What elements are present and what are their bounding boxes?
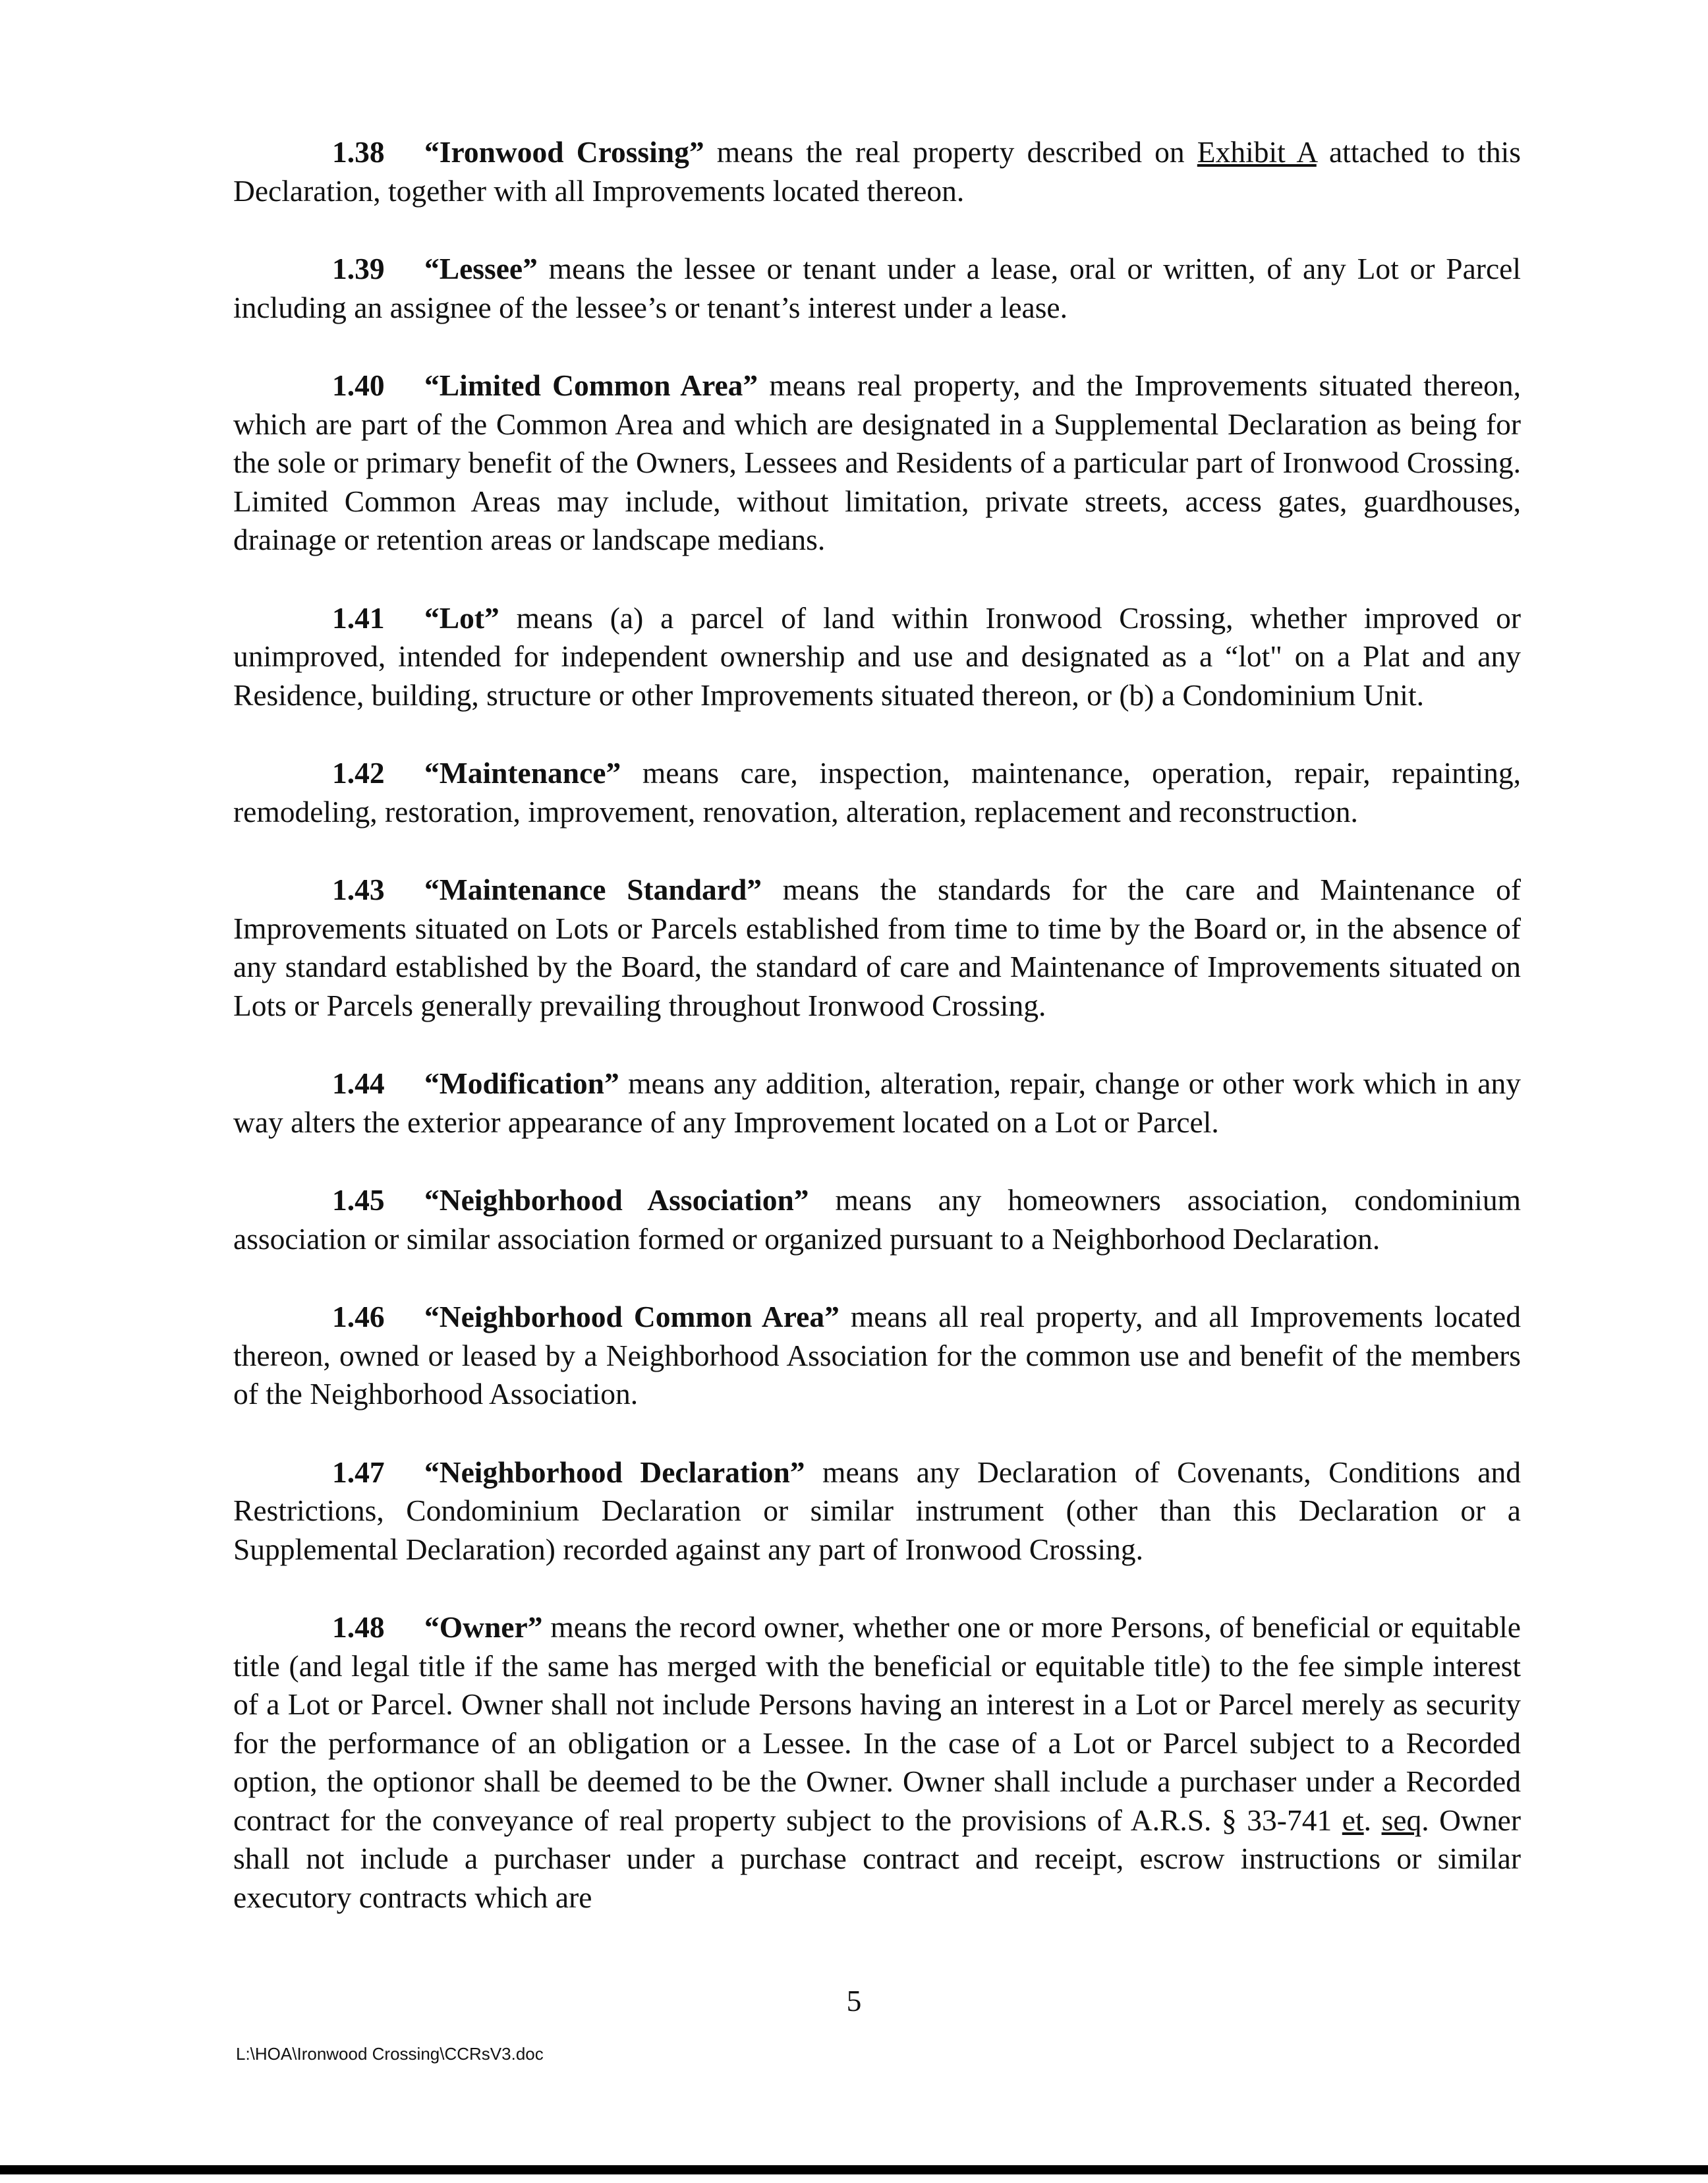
definition-1-44 (233, 1064, 1521, 1142)
defined-term: “Neighborhood Common Area” (424, 1300, 840, 1333)
section-number: 1.45 (332, 1183, 385, 1217)
defined-term: “Neighborhood Association” (424, 1183, 809, 1217)
definition-1-48 (233, 1608, 1521, 1917)
defined-term: “Lessee” (424, 252, 538, 285)
section-number: 1.47 (332, 1455, 385, 1489)
section-number: 1.48 (332, 1610, 385, 1644)
section-number: 1.46 (332, 1300, 385, 1333)
defined-term: “Modification” (424, 1066, 619, 1100)
defined-term: “Neighborhood Declaration” (424, 1455, 805, 1489)
definition-1-45 (233, 1181, 1521, 1258)
definition-text: means (a) a parcel of land within Ironwood Crossing, whether improved or unimproved, intended for independent ownership and use and designated as a “lot" on a Plat and any Residence, building, structure or other Improvements situated thereon, or (b) a Condominium Unit. (233, 600, 1521, 712)
latin-abbreviation: seq (1381, 1803, 1422, 1837)
definition-1-38 (233, 133, 1521, 210)
definition-text: means all real property, and all Improvements located thereon, owned or leased by a Neighborhood Association for the common use and benefit of the members of the Neighborhood Association. (233, 1300, 1521, 1411)
page-number: 5 (846, 1984, 862, 2018)
section-number: 1.40 (332, 368, 385, 402)
definition-text: means the real property described on (704, 135, 1197, 169)
definition-text: means any homeowners association, condominium association or similar association formed or organized pursuant to a Neighborhood Declaration. (233, 1183, 1521, 1256)
exhibit-reference: Exhibit A (1197, 135, 1317, 169)
defined-term: “Lot” (424, 600, 499, 635)
definition-text: . Owner shall not include a purchaser under a purchase contract and receipt, escrow instructions or similar executory contracts which are (233, 1803, 1521, 1914)
definition-text: . (1363, 1803, 1382, 1837)
definition-1-41 (233, 599, 1521, 715)
definition-1-42 (233, 754, 1521, 831)
definition-1-40 (233, 366, 1521, 560)
definition-text: means the standards for the care and Maintenance of Improvements situated on Lots or Parcels established from time to time by the Board or, in the absence of any standard established by the Board, the standard of care and Maintenance of Improvements situated on Lots or Parcels generally prevailing throughout Ironwood Crossing. (233, 873, 1521, 1022)
latin-abbreviation: et (1342, 1803, 1364, 1837)
section-number: 1.44 (332, 1066, 385, 1100)
definition-text: attached to this Declaration, together with all Improvements located thereon. (233, 135, 1522, 208)
definition-1-46 (233, 1298, 1521, 1414)
definitions-body (233, 133, 1521, 1917)
definition-text: means the lessee or tenant under a lease, oral or written, of any Lot or Parcel including an assignee of the lessee’s or tenant’s interest under a lease. (233, 252, 1521, 324)
section-number: 1.42 (332, 756, 385, 790)
definition-text: means real property, and the Improvements situated thereon, which are part of the Common Area and which are designated in a Supplemental Declaration as being for the sole or primary benefit of the Owners, Lessees and Residents of a particular part of Ironwood Crossing. Limited Common Areas may include, without limitation, private streets, access gates, guardhouses, drainage or retention areas or landscape medians. (233, 368, 1521, 556)
section-number: 1.41 (332, 600, 385, 635)
section-number: 1.39 (332, 252, 385, 285)
definition-1-39 (233, 250, 1521, 327)
defined-term: “Maintenance Standard” (424, 873, 762, 906)
defined-term: “Ironwood Crossing” (424, 135, 704, 169)
defined-term: “Limited Common Area” (424, 368, 758, 402)
definition-text: means any addition, alteration, repair, change or other work which in any way alters the exterior appearance of any Improvement located on a Lot or Parcel. (233, 1066, 1521, 1139)
defined-term: “Maintenance” (424, 756, 621, 790)
definition-1-43 (233, 871, 1521, 1025)
definition-text: means care, inspection, maintenance, operation, repair, repainting, remodeling, restoration, improvement, renovation, alteration, replacement and reconstruction. (233, 756, 1521, 829)
footer-file-path: L:\HOA\Ironwood Crossing\CCRsV3.doc (236, 2044, 544, 2064)
defined-term: “Owner” (424, 1610, 543, 1644)
definition-1-47 (233, 1453, 1521, 1569)
definition-text: means the record owner, whether one or more Persons, of beneficial or equitable title (and legal title if the same has merged with the beneficial or equitable title) to the fee simple interest of a Lot or Parcel. Owner shall not include Persons having an interest in a Lot or Parcel merely as security for the performance of an obligation or a Lessee. In the case of a Lot or Parcel subject to a Recorded option, the optionor shall be deemed to be the Owner. Owner shall include a purchaser under a Recorded contract for the conveyance of real property subject to the provisions of A.R.S. § 33-741 (233, 1610, 1521, 1837)
section-number: 1.38 (332, 135, 385, 169)
definition-text: means any Declaration of Covenants, Conditions and Restrictions, Condominium Declaration or similar instrument (other than this Declaration or a Supplemental Declaration) recorded against any part of Ironwood Crossing. (233, 1455, 1521, 1566)
scan-border (0, 2165, 1708, 2174)
section-number: 1.43 (332, 873, 385, 906)
